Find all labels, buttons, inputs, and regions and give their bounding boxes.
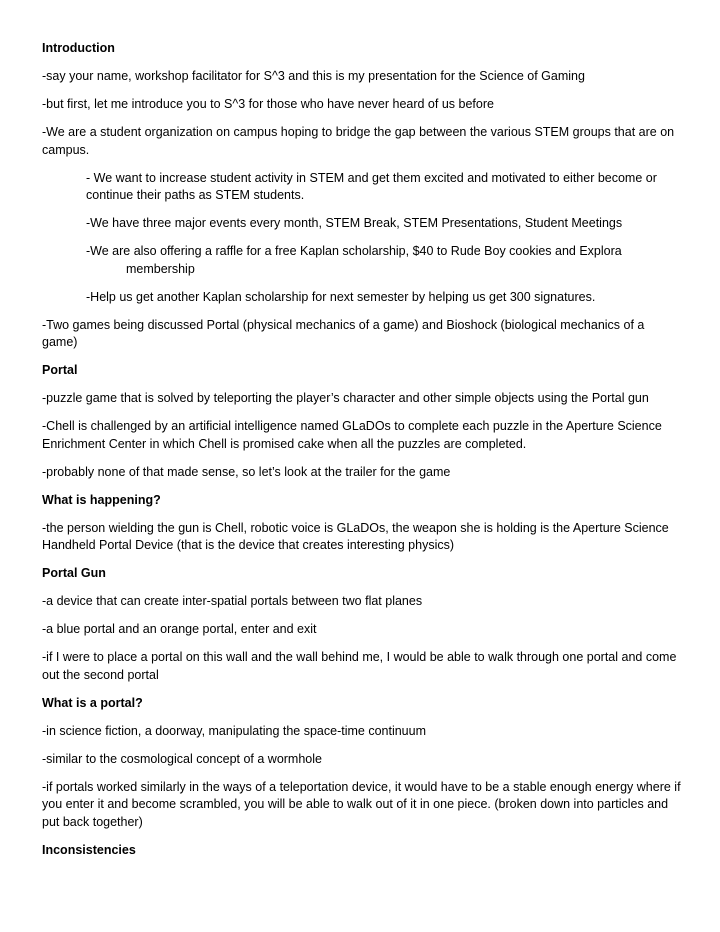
intro-paragraph: -but first, let me introduce you to S^3 for those who have never heard of us before [42, 97, 494, 111]
heading-inconsistencies: Inconsistencies [42, 842, 136, 857]
heading-introduction: Introduction [42, 41, 115, 55]
portal-paragraph: -Chell is challenged by an artificial intelligence named GLaDOs to complete each puzzle in the Aperture Science Enrichment Center in which Chell is promised cake when all the puzzles are completed. [42, 419, 662, 451]
document-page [42, 40, 682, 870]
portal-paragraph: -probably none of that made sense, so let’s look at the trailer for the game [42, 464, 451, 479]
intro-sub-paragraph: -We are also offering a raffle for a free Kaplan scholarship, $40 to Rude Boy cookies and Explora membership [86, 244, 622, 276]
intro-sub-paragraph: -We have three major events every month, STEM Break, STEM Presentations, Student Meetings [86, 216, 623, 230]
intro-closing-paragraph: -Two games being discussed Portal (physical mechanics of a game) and Bioshock (biological mechanics of a game) [42, 317, 645, 349]
what-portal-paragraph: -similar to the cosmological concept of a wormhole [42, 751, 322, 766]
portal-gun-paragraph: -a device that can create inter-spatial portals between two flat planes [42, 594, 423, 608]
heading-portal-gun: Portal Gun [42, 566, 106, 580]
intro-sub-paragraph: -Help us get another Kaplan scholarship for next semester by helping us get 300 signatures. [86, 289, 596, 304]
heading-what-is-happening: What is happening? [42, 492, 161, 507]
what-portal-paragraph: -if portals worked similarly in the ways of a teleportation device, it would have to be a stable enough energy where if you enter it and become scrambled, you will be able to walk out of it in one piece. (broken down into particles and put back together) [42, 779, 681, 829]
heading-what-is-a-portal: What is a portal? [42, 695, 143, 710]
intro-paragraph: -say your name, workshop facilitator for S^3 and this is my presentation for the Science of Gaming [42, 69, 585, 83]
intro-paragraph: -We are a student organization on campus hoping to bridge the gap between the various STEM groups that are on campus. [42, 125, 675, 157]
happening-paragraph: -the person wielding the gun is Chell, robotic voice is GLaDOs, the weapon she is holding is the Aperture Science Handheld Portal Device (that is the device that creates interesting physics) [42, 520, 669, 552]
portal-paragraph: -puzzle game that is solved by teleporting the player’s character and other simple objects using the Portal gun [42, 391, 649, 405]
portal-gun-paragraph: -if I were to place a portal on this wall and the wall behind me, I would be able to walk through one portal and come out the second portal [42, 650, 677, 682]
portal-gun-paragraph: -a blue portal and an orange portal, enter and exit [42, 622, 317, 636]
intro-sub-paragraph: - We want to increase student activity in STEM and get them excited and motivated to either become or continue their paths as STEM students. [86, 170, 657, 202]
heading-portal: Portal [42, 363, 78, 377]
what-portal-paragraph: -in science fiction, a doorway, manipulating the space-time continuum [42, 723, 426, 738]
